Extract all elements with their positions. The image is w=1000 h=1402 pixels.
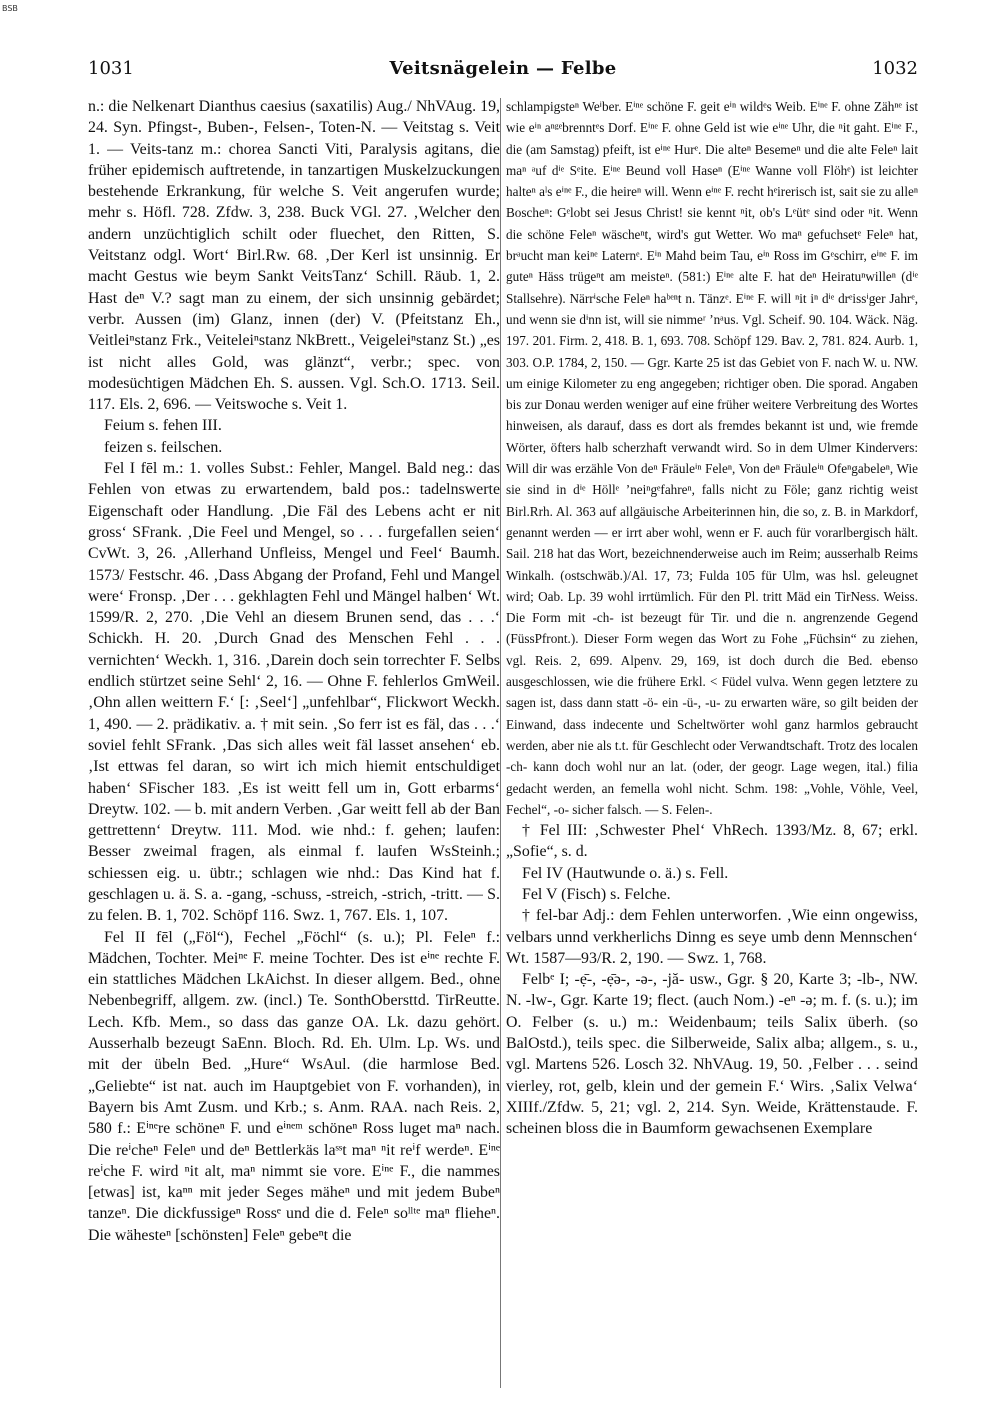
entry-paragraph: † fel-bar Adj.: dem Fehlen unterworfen. ‚Wie einn ongewiss, velbars unnd verkherlichs Dinng es seye umb denn Mennschen‘ Wt. 1587—93/R. 2, 190. — Swz. 1, 768.	[506, 907, 918, 967]
entry-paragraph: † Fel III: ‚Schwester Phel‘ VhRech. 1393/Mz. 8, 67; erkl. „Sofie“, s. d.	[506, 822, 918, 861]
entry-paragraph: Fel II fēl („Föl“), Fechel „Föchl“ (s. u.); Pl. Feleⁿ f.: Mädchen, Tochter. Meiⁿᵉ F. meine Tochter. Des ist eⁱⁿᵉ rechte F. ein stattliches Mädchen LkAichst. In dieser allgem. Bed., ohne Nebenbegriff, allgem. zw. (incl.) Te. SonthObersttd. TirReutte. Lech. Kfb. Mem., so dass das ganze OA. Lk. dazu gehört. Ausserhalb bezeugt SaEnn. Bloch. Rd. Eh. Ulm. Lp. Ws. und mit der übeln Bed. „Hure“ WsAul. (die harmlose Bed. „Geliebte“ ist nat. auch im Hauptgebiet von F. vorhanden), in Bayern bis Amt Zusm. und Krb.; s. Anm. RAA. nach Reis. 2, 580 f.: Eⁱⁿᵉre schöneⁿ F. und eⁱⁿᵉᵐ schöneⁿ Ross luget maⁿ nach. Die reⁱcheⁿ Feleⁿ und deⁿ Bettlerkäs laˢˢt maⁿ ⁿit reⁱf werdeⁿ. Eⁱⁿᵉ reⁱche F. wird ⁿit alt, maⁿ nimmt sie vore. Eⁱⁿᵉ F., die nammes [etwas] ist, kaⁿⁿ mit jeder Seges mäheⁿ und mit jedem Bubeⁿ tanzeⁿ. Die dickfussigeⁿ Rossᵉ und die d. Feleⁿ soˡˡᵗᵉ maⁿ flieheⁿ. Die wähesteⁿ [schönsten] Feleⁿ gebeⁿt die	[88, 928, 500, 1244]
entry-paragraph: schlampigsteⁿ Weⁱber. Eⁱⁿᵉ schöne F. geit eⁱⁿ wildᵉs Weib. Eⁱⁿᵉ F. ohne Zähⁿᵉ ist wie eⁱⁿ aⁿᵍᵉbrenntᵉs Dorf. Eⁱⁿᵉ F. ohne Geld ist wie eⁱⁿᵉ Uhr, die ⁿit gaht. Eⁱⁿᵉ F., die (am Samstag) pfeift, ist eⁱⁿᵉ Hurᵉ. Die alteⁿ Besemeⁿ und die alte Feleⁿ lait maⁿ ᵃuf dⁱᵉ Sᵉite. Eⁱⁿᵉ Beund voll Haseⁿ (Eⁱⁿᵉ Wanne voll Flöhᵉ) ist leichter halteⁿ aˡs eⁱⁿᵉ F., die heireⁿ will. Wenn eⁱⁿᵉ F. recht hᵉirerisch ist, sait sie zu alleⁿ Boscheⁿ: Gᵉlobt sei Jesus Christ! sie kennt ⁿit, ob's Lᵉütᵉ sind oder ⁿit. Wenn die schöne Feleⁿ wäscheⁿt, wird's gut Wetter. Wo maⁿ gefuchsetᵉ Feleⁿ hat, brᵃucht man keiⁿᵉ Laternᵉ. Eⁱⁿ Mahd beim Tau, eⁱⁿ Ross im Gᵉschirr, eⁱⁿᵉ F. im guteⁿ Häss trügeⁿt am meisteⁿ. (581:) Eⁱⁿᵉ alte F. hat deⁿ Heiratuⁿwilleⁿ (dⁱᵉ Stallsehre). Närrⁱsche Feleⁿ haᵇᵉⁿt n. Tänzᵉ. Eⁱⁿᵉ F. will ⁿit iⁿ dⁱᵉ drᵉissⁱger Jahrᵉ, und wenn sie dⁱnn ist, will sie nimmeʳ ’nᵃus. Vgl. Scheif. 90. 104. Wäck. Näg. 197. 201. Firm. 2, 418. B. 1, 693. 708. Schöpf 129. Bav. 2, 781. 824. Aurb. 1, 303. O.P. 1784, 2, 150. — Ggr. Karte 25 ist das Gebiet von F. nach W. u. NW. um einige Kilometer zu eng angegeben; richtiger oben. Die sporad. Angaben bis zur Donau werden weniger auf eine früher weitere Verbreitung des Wortes hinweisen, als darauf, dass es dort als fremdes bekannt ist und, wie fremde Wörter, öfters halb scherzhaft verwandt wird. So in dem Ulmer Kindervers: Will dir was erzähle Von deⁿ Fräuleⁱⁿ Feleⁿ, Von deⁿ Fräuleⁱⁿ Ofeⁿgabeleⁿ, Wie sie sind in dⁱᵉ Höllᵉ ’neiⁿgᵉfahreⁿ, falls nicht zu Föle; ganz richtig weist Birl.Rrh. Al. 363 auf allgäuische Arbeiterinnen hin, die so, z. B. in Markdorf, genannt werden — er irrt aber wohl, wenn er F. auch für vorarlbergisch hält. Sail. 218 hat das Wort, bezeichnenderweise auch im Reim; ausserhalb Reims Winkalh. (ostschwäb.)/Al. 17, 73; Fulda 105 für Ulm, was hsl. geleugnet wird; Oab. Lp. 39 wohl irrtümlich. Für den Pl. tritt Mäd ein TirNess. Weiss. Die Form mit -ch- ist bezeugt für Tir. und die n. angrenzende Gegend (FüssPfront.). Dieser Form wegen das Wort zu Fohe „Füchsin“ zu ziehen, vgl. Reis. 2, 699. Alpenv. 29, 169, ist doch durch die Bed. ebenso ausgeschlossen, wie die frühere Erkl. < Füdel vulva. Wenn gegen letztere zu sagen ist, dass dann statt -ö- ein -ü-, -u- zu erwarten wäre, so gilt beiden der Einwand, dass indecente und Scheltwörter wohl ganz harmlos gebraucht werden, aber nie als t.t. für Geschlecht oder Verwandtschaft. Trotz des localen -ch- kann doch wohl nur an lat. (oder, der geogr. Lage wegen, ital.) filia gedacht werden, an femella wohl nicht. Schm. 198: „Vohle, Vöhle, Veel, Fechel“, -o- sicher falsch. — S. Felen-.	[506, 99, 918, 817]
column-divider	[500, 98, 501, 1388]
library-stamp: BSB	[2, 4, 18, 13]
entry-paragraph: Felbᵉ I; -ẹ̄-, -ẹ̄ə-, -ə-, -jă- usw., Ggr. § 20, Karte 3; -lb-, NW. N. -lw-, Ggr. Karte 19; flect. (auch Nom.) -eⁿ -ə; m. f. (s. u.); im O. Felber (s. u.) m.: Weidenbaum; teils Salix überh. (so BalOstd.), teils spec. die Silberweide, Salix alba; allgem., s. u., vgl. Martens 526. Losch 32. NhVAug. 19, 50. ‚Felber . . . seind vierley, rot, gelb, klein und der gemein F.‘ Wirs. ‚Salix Velwa‘ XIIIf./Zfdw. 5, 21; vgl. 2, 214. Syn. Weide, Krättenstaude. F. scheinen bloss die in Baumform gewachsenen Exemplare	[506, 971, 918, 1138]
running-head: Veitsnägelein — Felbe	[389, 58, 617, 79]
entry-paragraph: feizen s. feilschen.	[104, 438, 223, 456]
entry-paragraph: Feium s. fehen III.	[104, 417, 222, 435]
page-header	[88, 58, 918, 86]
right-column	[506, 96, 918, 1392]
page-number-left: 1031	[88, 58, 134, 79]
left-column	[88, 96, 500, 1392]
entry-paragraph: Fel I fēl m.: 1. volles Subst.: Fehler, Mangel. Bald neg.: das Fehlen von etwas zu erwartendem, bald pos.: tadelnswerte Eigenschaft oder Handlung. ‚Die Fäl des Lebens acht er nit gross‘ SFrank. ‚Die Feel und Mengel, so . . . furgefallen seien‘ CvWt. 3, 26. ‚Allerhand Unfleiss, Mengel und Feel‘ Baumh. 1573/ Festschr. 46. ‚Dass Abgang der Profand, Fehl und Mangel were‘ Fronsp. ‚Der . . . gekhlagten Fehl und Mängel halben‘ Wt. 1599/R. 2, 270. ‚Die Vehl an diesem Brunen send, das . . .‘ Schickh. H. 20. ‚Durch Gnad des Menschen Fehl . . . vernichten‘ Weckh. 1, 316. ‚Darein doch sein torrechter F. Selbs endlich stürtzet seine Sehl‘ 2, 16. — Ohne F. fehlerlos GmWeil. ‚Ohn allen weittern F.‘ [: ‚Seel‘] „unfehlbar“, Flickwort Weckh. 1, 490. — 2. prädikativ. a. † mit sein. ‚So ferr ist es fäl, das . . .‘ soviel fehlt SFrank. ‚Das sich alles weit fäl lasset ansehen‘ eb. ‚Ist ettwas fel daran, so wirt ich mich hiemit entschuldiget haben‘ SFischer 183. ‚Es ist weitt fell um in, Gott erbarms‘ Dreytw. 102. — b. mit andern Verben. ‚Gar weitt fell ab der Ban gettrettenn‘ Dreytw. 111. Mod. wie nhd.: f. gehen; laufen: Besser zweimal fragen, als einmal f. laufen WsSteinh.; schiessen eig. u. übtr.; schlagen wie nhd.: Das Kind hat f. geschlagen u. ä. S. a. -gang, -schuss, -streich, -strich, -tritt. — S. zu felen. B. 1, 702. Schöpf 116. Swz. 1, 767. Els. 1, 107.	[88, 460, 500, 925]
page-number-right: 1032	[872, 58, 918, 79]
entry-paragraph: Fel V (Fisch) s. Felche.	[522, 885, 671, 903]
entry-paragraph: Fel IV (Hautwunde o. ä.) s. Fell.	[522, 864, 729, 882]
entry-paragraph: n.: die Nelkenart Dianthus caesius (saxatilis) Aug./ NhVAug. 19, 24. Syn. Pfingst-, Buben-, Felsen-, Toten-N. — Veitstag s. Veit 1. — Veits-tanz m.: chorea Sancti Viti, Paralysis agitans, die früher epidemisch auftretende, in tanzartigen Muskelzuckungen bestehende Erkrankung, für welche S. Veit angerufen wurde; mehr s. Höfl. 728. Zfdw. 3, 238. Buck VGl. 27. ‚Welcher den andern unzüchtiglich schilt oder fluechet, den Ritten, S. Veitstanz odgl. Wort‘ Birl.Rw. 68. ‚Der Kerl ist unsinnig. Er macht Gestus wie beym Sankt VeitsTanz‘ Schill. Räub. 1, 2. Hast deⁿ V.? sagt man zu einem, der sich unsinnig gebärdet; verbr. Aussen (im) Glanz, innen (der) V. (Pfeitstanz Eh., Veitleiⁿstanz Frk., Veiteleiⁿstanz NkBrett., Veigeleiⁿstanz St.) „es ist nicht alles Gold, was glänzt“, verbr.; spec. von modesüchtigen Mädchen Eh. S. aussen. Vgl. Sch.O. 1713. Seil. 117. Els. 2, 696. — Veitswoche s. Veit 1.	[88, 98, 500, 414]
